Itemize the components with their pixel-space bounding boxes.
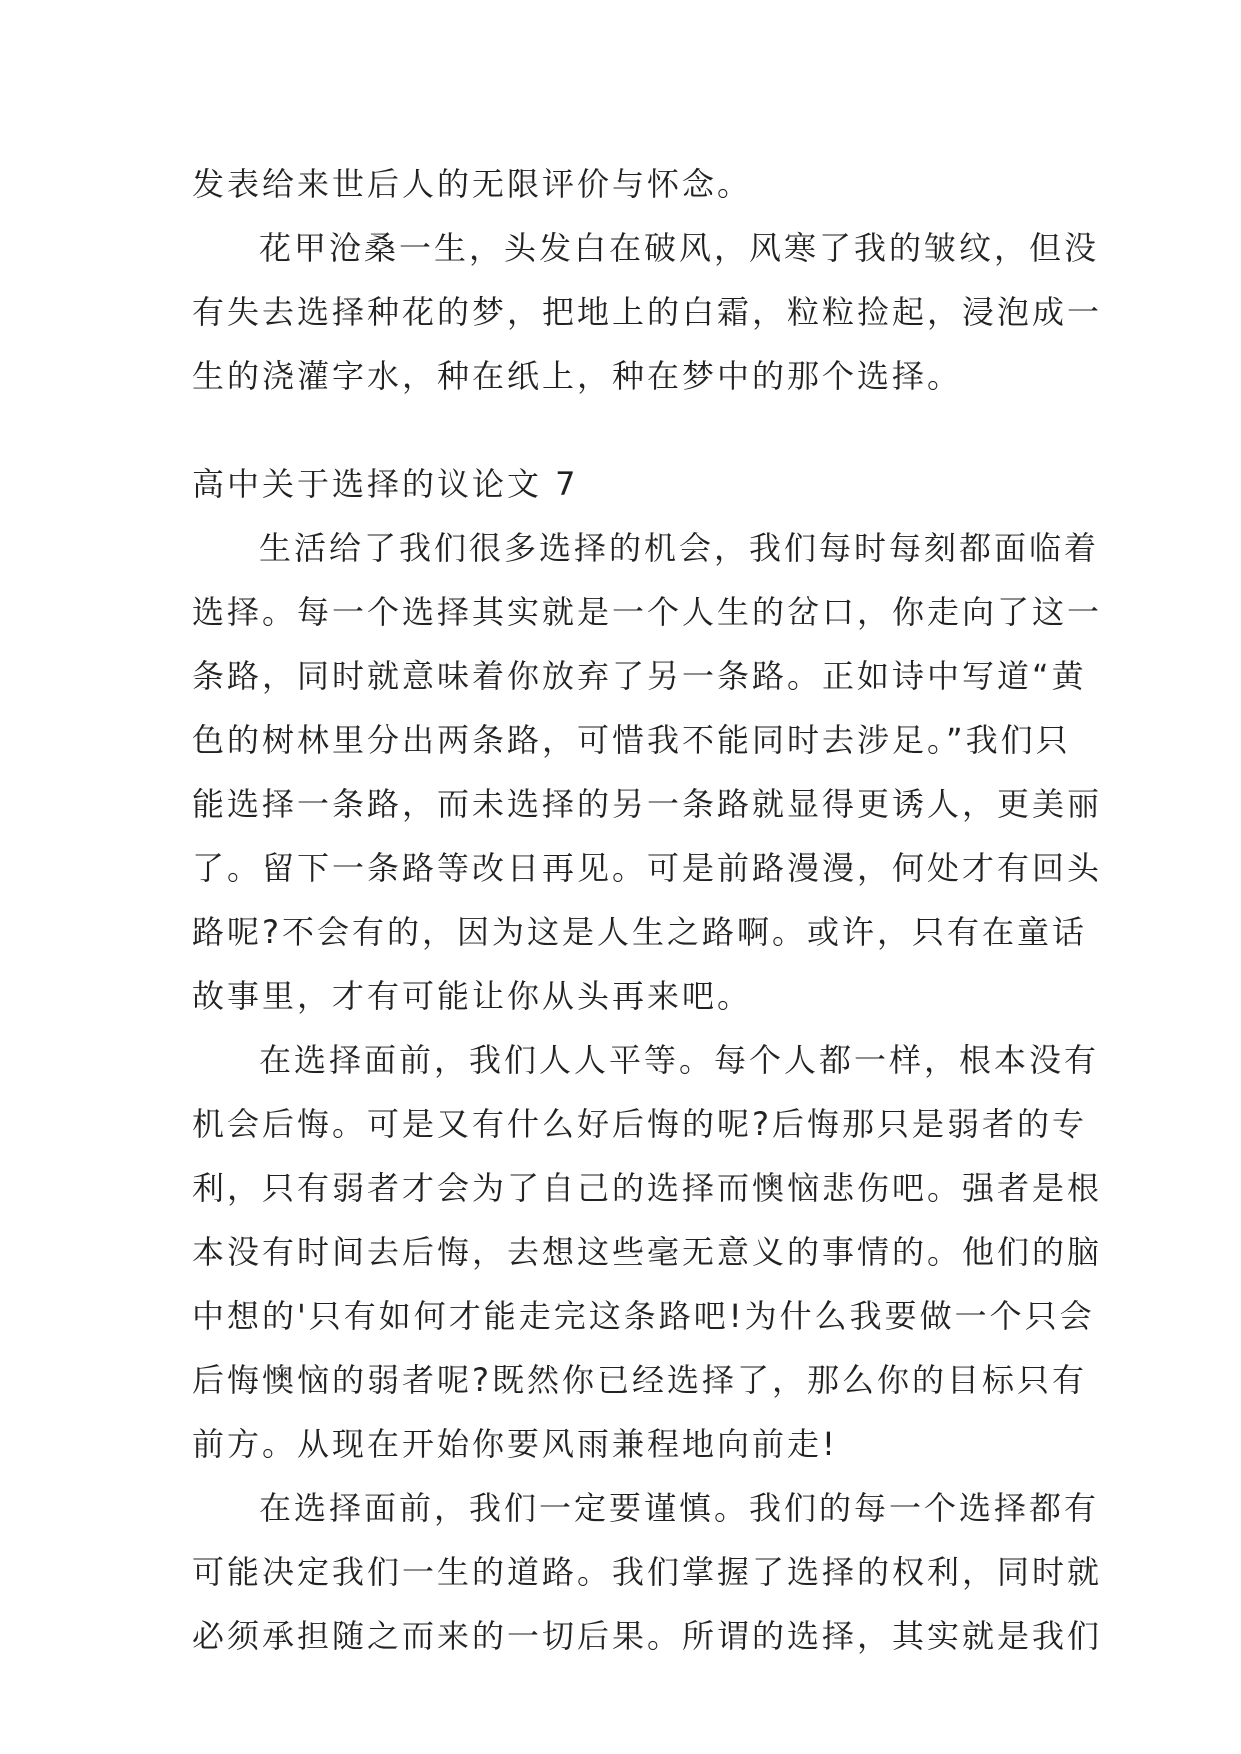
- text-line: 中想的'只有如何才能走完这条路吧!为什么我要做一个只会: [192, 1297, 1095, 1335]
- text-line: 生的浇灌字水，种在纸上，种在梦中的那个选择。: [192, 357, 963, 395]
- text-line: 路呢?不会有的，因为这是人生之路啊。或许，只有在童话: [192, 913, 1087, 951]
- text-line: 有失去选择种花的梦，把地上的白霜，粒粒捡起，浸泡成一: [192, 293, 1103, 331]
- text-line: 机会后悔。可是又有什么好后悔的呢?后悔那只是弱者的专: [192, 1105, 1087, 1143]
- document-body: [192, 152, 1103, 1668]
- text-line: 选择。每一个选择其实就是一个人生的岔口，你走向了这一: [192, 593, 1103, 631]
- text-line: 故事里，才有可能让你从头再来吧。: [192, 977, 753, 1015]
- text-line: 在选择面前，我们人人平等。每个人都一样，根本没有: [259, 1041, 1100, 1079]
- text-line: 条路，同时就意味着你放弃了另一条路。正如诗中写道“黄: [192, 657, 1087, 695]
- text-line: 色的树林里分出两条路，可惜我不能同时去涉足。”我们只: [192, 721, 1071, 759]
- text-line: 能选择一条路，而未选择的另一条路就显得更诱人，更美丽: [192, 785, 1103, 823]
- text-line: 可能决定我们一生的道路。我们掌握了选择的权利，同时就: [192, 1553, 1103, 1591]
- section-spacer: [192, 408, 1072, 452]
- text-line: 利，只有弱者才会为了自己的选择而懊恼悲伤吧。强者是根: [192, 1169, 1103, 1207]
- text-line: 后悔懊恼的弱者呢?既然你已经选择了，那么你的目标只有: [192, 1361, 1087, 1399]
- text-line: 必须承担随之而来的一切后果。所谓的选择，其实就是我们: [192, 1617, 1103, 1655]
- text-line: 本没有时间去后悔，去想这些毫无意义的事情的。他们的脑: [192, 1233, 1103, 1271]
- text-line: 了。留下一条路等改日再见。可是前路漫漫，何处才有回头: [192, 849, 1103, 887]
- text-line: 花甲沧桑一生，头发白在破风，风寒了我的皱纹，但没: [259, 229, 1100, 267]
- text-line: 发表给来世后人的无限评价与怀念。: [192, 165, 753, 203]
- text-line: 前方。从现在开始你要风雨兼程地向前走!: [192, 1425, 838, 1463]
- text-line: 在选择面前，我们一定要谨慎。我们的每一个选择都有: [259, 1489, 1100, 1527]
- text-line: 生活给了我们很多选择的机会，我们每时每刻都面临着: [259, 529, 1100, 567]
- section-title: 高中关于选择的议论文 7: [192, 465, 579, 503]
